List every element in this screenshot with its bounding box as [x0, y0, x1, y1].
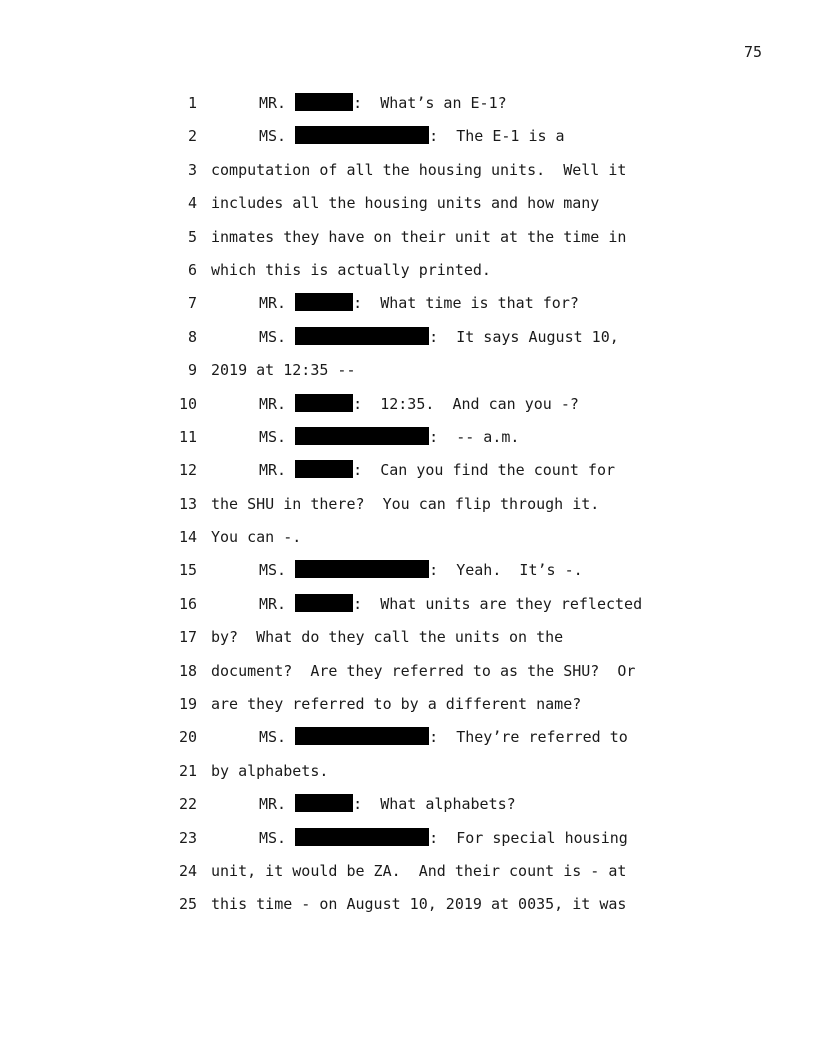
speaker-label: MS.: [259, 327, 296, 346]
redaction-bar: [295, 93, 353, 111]
transcript-body: [0, 87, 816, 922]
line-number: 8: [187, 327, 197, 346]
speaker-label: MS.: [259, 828, 296, 847]
transcript-line: [0, 154, 816, 187]
transcript-line: [0, 855, 816, 888]
line-text: [259, 822, 628, 855]
transcript-line: [0, 254, 816, 287]
transcript-line: [0, 588, 816, 621]
spoken-text: : What units are they reflected: [353, 594, 643, 613]
spoken-text: : The E-1 is a: [429, 127, 565, 146]
line-number: 23: [178, 828, 197, 847]
line-number: 12: [178, 461, 197, 480]
transcript-line: [0, 688, 816, 721]
line-number: 21: [178, 761, 197, 780]
line-number: 2: [187, 127, 197, 146]
redaction-bar: [295, 727, 429, 745]
transcript-line: [0, 488, 816, 521]
speaker-label: MR.: [259, 594, 296, 613]
redaction-bar: [295, 327, 429, 345]
line-text: [259, 721, 628, 754]
line-number: 18: [178, 661, 197, 680]
line-number: 11: [178, 427, 197, 446]
line-text: [259, 287, 579, 320]
line-text: [211, 488, 599, 521]
line-number: 24: [178, 861, 197, 880]
transcript-line: [0, 187, 816, 220]
line-number: 16: [178, 594, 197, 613]
transcript-line: [0, 321, 816, 354]
transcript-line: [0, 454, 816, 487]
redaction-bar: [295, 126, 429, 144]
line-text: [259, 120, 565, 153]
speaker-label: MR.: [259, 795, 296, 814]
line-text: [211, 688, 581, 721]
line-text: [211, 521, 301, 554]
transcript-line: [0, 822, 816, 855]
line-text: [259, 421, 519, 454]
speaker-label: MS.: [259, 728, 296, 747]
redaction-bar: [295, 460, 353, 478]
transcript-line: [0, 354, 816, 387]
redaction-bar: [295, 394, 353, 412]
spoken-text: : Yeah. It’s -.: [429, 561, 583, 580]
line-number: 25: [178, 895, 197, 914]
spoken-text: unit, it would be ZA. And their count is - at: [211, 861, 627, 880]
line-number: 10: [178, 394, 197, 413]
line-text: [259, 454, 615, 487]
spoken-text: : -- a.m.: [429, 427, 520, 446]
transcript-line: [0, 655, 816, 688]
line-text: [211, 621, 563, 654]
line-text: [211, 888, 626, 921]
redaction-bar: [295, 560, 429, 578]
line-text: [259, 321, 619, 354]
transcript-line: [0, 87, 816, 120]
spoken-text: 2019 at 12:35 --: [211, 361, 356, 380]
redaction-bar: [295, 427, 429, 445]
redaction-bar: [295, 594, 353, 612]
speaker-label: MS.: [259, 427, 296, 446]
spoken-text: which this is actually printed.: [211, 260, 491, 279]
redaction-bar: [295, 794, 353, 812]
spoken-text: : 12:35. And can you -?: [353, 394, 579, 413]
line-text: [211, 855, 626, 888]
page-number: 75: [743, 43, 762, 61]
transcript-line: [0, 621, 816, 654]
speaker-label: MR.: [259, 294, 296, 313]
line-number: 5: [187, 227, 197, 246]
line-text: [259, 388, 579, 421]
line-text: [211, 187, 599, 220]
speaker-label: MS.: [259, 127, 296, 146]
line-text: [259, 554, 583, 587]
speaker-label: MR.: [259, 94, 296, 112]
transcript-line: [0, 287, 816, 320]
speaker-label: MS.: [259, 561, 296, 580]
spoken-text: : What time is that for?: [353, 294, 579, 313]
spoken-text: includes all the housing units and how many: [211, 194, 600, 213]
line-number: 6: [187, 260, 197, 279]
transcript-line: [0, 888, 816, 921]
spoken-text: document? Are they referred to as the SHU? Or: [211, 661, 636, 680]
line-number: 15: [178, 561, 197, 580]
transcript-line: [0, 388, 816, 421]
spoken-text: the SHU in there? You can flip through it.: [211, 494, 600, 513]
spoken-text: : What alphabets?: [353, 795, 516, 814]
line-text: [259, 788, 516, 821]
line-text: [211, 221, 626, 254]
spoken-text: : It says August 10,: [429, 327, 619, 346]
line-text: [211, 154, 626, 187]
line-number: 7: [187, 294, 197, 313]
spoken-text: are they referred to by a different name?: [211, 695, 582, 714]
transcript-line: [0, 788, 816, 821]
redaction-bar: [295, 293, 353, 311]
spoken-text: : They’re referred to: [429, 728, 628, 747]
speaker-label: MR.: [259, 394, 296, 413]
spoken-text: inmates they have on their unit at the time in: [211, 227, 627, 246]
line-text: [211, 254, 491, 287]
transcript-line: [0, 421, 816, 454]
line-number: 4: [187, 194, 197, 213]
spoken-text: by alphabets.: [211, 761, 329, 780]
transcript-line: [0, 755, 816, 788]
transcript-line: [0, 721, 816, 754]
line-number: 22: [178, 795, 197, 814]
spoken-text: : Can you find the count for: [353, 461, 616, 480]
speaker-label: MR.: [259, 461, 296, 480]
spoken-text: : What’s an E-1?: [353, 94, 507, 112]
line-text: [259, 588, 642, 621]
spoken-text: by? What do they call the units on the: [211, 628, 564, 647]
line-number: 13: [178, 494, 197, 513]
line-text: [211, 354, 356, 387]
transcript-line: [0, 554, 816, 587]
redaction-bar: [295, 828, 429, 846]
spoken-text: You can -.: [211, 528, 302, 547]
line-text: [211, 755, 328, 788]
line-number: 20: [178, 728, 197, 747]
transcript-line: [0, 221, 816, 254]
line-number: 19: [178, 695, 197, 714]
line-number: 17: [178, 628, 197, 647]
spoken-text: computation of all the housing units. Well it: [211, 160, 627, 179]
line-number: 3: [187, 160, 197, 179]
line-number: 14: [178, 528, 197, 547]
line-number: 1: [187, 94, 197, 112]
transcript-line: [0, 120, 816, 153]
transcript-line: [0, 521, 816, 554]
line-text: [259, 87, 507, 120]
line-text: [211, 655, 635, 688]
spoken-text: : For special housing: [429, 828, 628, 847]
spoken-text: this time - on August 10, 2019 at 0035, it was: [211, 895, 627, 914]
line-number: 9: [187, 361, 197, 380]
